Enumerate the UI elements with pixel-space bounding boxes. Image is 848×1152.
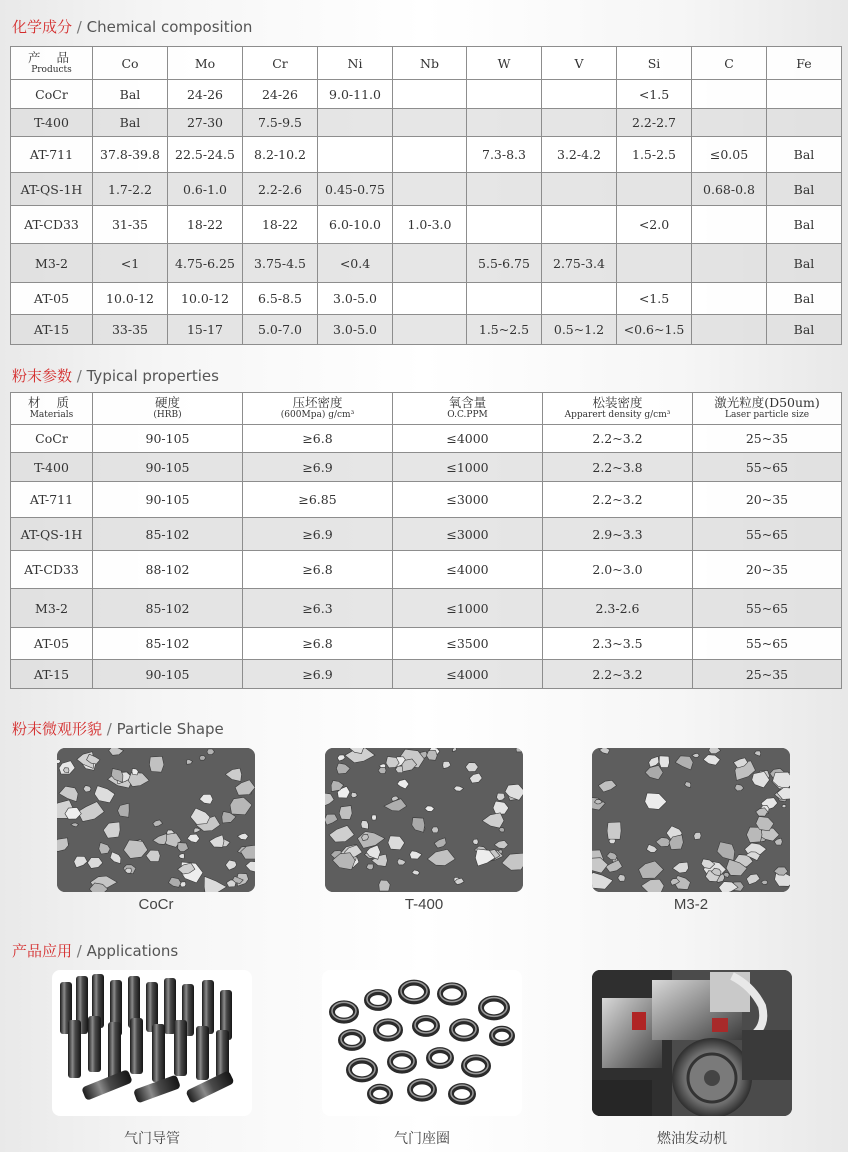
material-name-cell: AT-CD33 [11, 551, 93, 589]
section-title-cn: 粉末参数 [12, 367, 73, 385]
composition-cell [767, 109, 842, 137]
table-row [11, 551, 842, 589]
sem-micrograph-icon [57, 748, 255, 892]
section-title-chemical [12, 16, 252, 37]
composition-cell: Bal [93, 109, 168, 137]
particle-caption: CoCr [138, 896, 174, 913]
composition-cell: 4.75-6.25 [168, 244, 243, 283]
composition-cell: Bal [767, 283, 842, 315]
properties-header-cell [693, 393, 842, 425]
header-cn: 产 品 [28, 49, 75, 65]
property-cell: 85-102 [93, 589, 243, 628]
material-name-cell: CoCr [11, 425, 93, 453]
composition-cell: 22.5-24.5 [168, 137, 243, 173]
property-cell: 2.0~3.0 [543, 551, 693, 589]
composition-cell [393, 137, 467, 173]
particle-caption: T-400 [404, 896, 444, 913]
material-name-cell: AT-15 [11, 660, 93, 689]
property-cell: ≥6.9 [243, 660, 393, 689]
property-cell: ≤4000 [393, 425, 543, 453]
valve-seat-rings-photo [322, 970, 522, 1116]
table-row [11, 589, 842, 628]
composition-cell [542, 109, 617, 137]
header-en: Products [31, 64, 72, 75]
composition-cell: 10.0-12 [93, 283, 168, 315]
header-element-c: C [692, 47, 767, 80]
composition-cell [542, 206, 617, 244]
valve-guides-photo [52, 970, 252, 1116]
property-cell: 25~35 [693, 425, 842, 453]
sem-micrograph-m32 [592, 748, 790, 892]
composition-cell [467, 206, 542, 244]
composition-cell: 37.8-39.8 [93, 137, 168, 173]
sem-micrograph-cocr [57, 748, 255, 892]
composition-cell [692, 109, 767, 137]
application-caption: 燃油发动机 [657, 1131, 727, 1147]
table-row [11, 109, 842, 137]
composition-cell: <0.4 [318, 244, 393, 283]
property-cell: ≤4000 [393, 660, 543, 689]
composition-cell [692, 283, 767, 315]
section-title-applications [12, 940, 178, 961]
properties-header-cell [243, 393, 393, 425]
composition-cell [393, 283, 467, 315]
section-title-separator: / [72, 942, 87, 960]
header-en: Laser particle size [724, 410, 810, 420]
product-name-cell: AT-CD33 [11, 206, 93, 244]
particle-caption: M3-2 [673, 896, 709, 913]
composition-cell: 10.0-12 [168, 283, 243, 315]
section-title-en: Chemical composition [86, 18, 253, 36]
fuel-engine-icon [592, 970, 792, 1116]
composition-cell: <0.6~1.5 [617, 315, 692, 345]
table-row [11, 283, 842, 315]
fuel-engine-photo [592, 970, 792, 1116]
composition-cell: 8.2-10.2 [243, 137, 318, 173]
property-cell: 20~35 [693, 482, 842, 518]
property-cell: 2.3~3.5 [543, 628, 693, 660]
composition-cell: 27-30 [168, 109, 243, 137]
composition-cell [542, 283, 617, 315]
composition-cell [467, 283, 542, 315]
composition-cell: 0.45-0.75 [318, 173, 393, 206]
header-element-si: Si [617, 47, 692, 80]
property-cell: 55~65 [693, 453, 842, 482]
table-row [11, 628, 842, 660]
composition-cell: 5.5-6.75 [467, 244, 542, 283]
composition-cell [692, 206, 767, 244]
product-name-cell: AT-15 [11, 315, 93, 345]
composition-cell [692, 315, 767, 345]
header-cn: 硬度 [154, 395, 180, 410]
header-en: (600Mpa) g/cm³ [280, 410, 355, 420]
composition-cell: 0.68-0.8 [692, 173, 767, 206]
composition-cell: 31-35 [93, 206, 168, 244]
composition-cell: 33-35 [93, 315, 168, 345]
composition-cell: <1 [93, 244, 168, 283]
property-cell: ≤3000 [393, 518, 543, 551]
header-element-fe: Fe [767, 47, 842, 80]
composition-cell [318, 137, 393, 173]
composition-cell: 3.75-4.5 [243, 244, 318, 283]
composition-cell [467, 109, 542, 137]
application-caption: 气门座圈 [394, 1131, 450, 1147]
table-header-row [11, 47, 842, 80]
header-products [11, 47, 93, 80]
property-cell: ≥6.9 [243, 453, 393, 482]
header-cn: 激光粒度(D50um) [714, 395, 820, 410]
table-row [11, 453, 842, 482]
property-cell: ≥6.9 [243, 518, 393, 551]
header-element-v: V [542, 47, 617, 80]
property-cell: 2.2~3.2 [543, 660, 693, 689]
property-cell: ≤3500 [393, 628, 543, 660]
product-name-cell: M3-2 [11, 244, 93, 283]
header-element-mo: Mo [168, 47, 243, 80]
composition-cell: 3.0-5.0 [318, 315, 393, 345]
composition-cell: 2.2-2.6 [243, 173, 318, 206]
composition-cell: 5.0-7.0 [243, 315, 318, 345]
composition-cell: 9.0-11.0 [318, 80, 393, 109]
composition-cell [767, 80, 842, 109]
composition-cell [617, 173, 692, 206]
composition-cell: <1.5 [617, 283, 692, 315]
composition-cell: 18-22 [243, 206, 318, 244]
properties-header-cell [93, 393, 243, 425]
composition-cell: Bal [93, 80, 168, 109]
composition-cell: Bal [767, 206, 842, 244]
composition-cell [393, 173, 467, 206]
sem-micrograph-icon [592, 748, 790, 892]
table-row [11, 482, 842, 518]
composition-cell: Bal [767, 173, 842, 206]
property-cell: 90-105 [93, 482, 243, 518]
property-cell: 2.3-2.6 [543, 589, 693, 628]
property-cell: 2.2~3.2 [543, 425, 693, 453]
material-name-cell: AT-711 [11, 482, 93, 518]
product-name-cell: AT-05 [11, 283, 93, 315]
table-row [11, 425, 842, 453]
header-element-w: W [467, 47, 542, 80]
composition-cell [393, 109, 467, 137]
composition-cell: 0.5~1.2 [542, 315, 617, 345]
property-cell: 85-102 [93, 628, 243, 660]
table-header-row [11, 393, 842, 425]
header-element-cr: Cr [243, 47, 318, 80]
composition-cell: 18-22 [168, 206, 243, 244]
header-cn: 松装密度 [592, 395, 643, 410]
composition-cell: 6.0-10.0 [318, 206, 393, 244]
composition-cell: 7.5-9.5 [243, 109, 318, 137]
sem-micrograph-t400 [325, 748, 523, 892]
composition-cell: 7.3-8.3 [467, 137, 542, 173]
sem-micrograph-icon [325, 748, 523, 892]
property-cell: ≥6.3 [243, 589, 393, 628]
properties-header-cell [11, 393, 93, 425]
property-cell: 2.9~3.3 [543, 518, 693, 551]
table-row [11, 660, 842, 689]
header-en: O.C.PPM [447, 410, 488, 420]
composition-cell [692, 80, 767, 109]
table-row [11, 518, 842, 551]
property-cell: ≥6.8 [243, 551, 393, 589]
property-cell: ≤1000 [393, 589, 543, 628]
composition-cell [542, 80, 617, 109]
property-cell: 2.2~3.2 [543, 482, 693, 518]
composition-cell [692, 244, 767, 283]
composition-cell [393, 80, 467, 109]
composition-cell [318, 109, 393, 137]
property-cell: ≤4000 [393, 551, 543, 589]
table-row [11, 206, 842, 244]
composition-cell [393, 315, 467, 345]
property-cell: ≤3000 [393, 482, 543, 518]
properties-header-cell [393, 393, 543, 425]
property-cell: 2.2~3.8 [543, 453, 693, 482]
composition-cell: 24-26 [168, 80, 243, 109]
table-row [11, 80, 842, 109]
section-title-cn: 产品应用 [12, 942, 73, 960]
property-cell: ≥6.8 [243, 628, 393, 660]
composition-cell: 3.2-4.2 [542, 137, 617, 173]
property-cell: ≥6.85 [243, 482, 393, 518]
composition-cell [542, 173, 617, 206]
material-name-cell: AT-05 [11, 628, 93, 660]
product-name-cell: T-400 [11, 109, 93, 137]
composition-cell [467, 173, 542, 206]
composition-cell: 1.5-2.5 [617, 137, 692, 173]
composition-cell [393, 244, 467, 283]
property-cell: 55~65 [693, 518, 842, 551]
valve-guides-icon [52, 970, 252, 1116]
header-cn: 材 质 [28, 395, 75, 410]
header-element-nb: Nb [393, 47, 467, 80]
section-title-en: Typical properties [86, 367, 219, 385]
material-name-cell: AT-QS-1H [11, 518, 93, 551]
property-cell: 55~65 [693, 628, 842, 660]
section-title-separator: / [102, 720, 117, 738]
section-title-en: Particle Shape [116, 720, 224, 738]
composition-cell: 1.5~2.5 [467, 315, 542, 345]
composition-cell: Bal [767, 137, 842, 173]
product-name-cell: CoCr [11, 80, 93, 109]
header-en: Apparert density g/cm³ [564, 410, 671, 420]
composition-cell: 24-26 [243, 80, 318, 109]
property-cell: ≤1000 [393, 453, 543, 482]
property-cell: 20~35 [693, 551, 842, 589]
application-caption: 气门导管 [124, 1131, 180, 1147]
product-name-cell: AT-QS-1H [11, 173, 93, 206]
table-row [11, 244, 842, 283]
material-name-cell: M3-2 [11, 589, 93, 628]
typical-properties-table [10, 392, 842, 689]
property-cell: 90-105 [93, 425, 243, 453]
section-title-separator: / [72, 18, 87, 36]
composition-cell [467, 80, 542, 109]
section-title-particle-shape [12, 718, 224, 739]
property-cell: ≥6.8 [243, 425, 393, 453]
property-cell: 55~65 [693, 589, 842, 628]
property-cell: 25~35 [693, 660, 842, 689]
composition-cell: Bal [767, 244, 842, 283]
composition-cell [617, 244, 692, 283]
section-title-cn: 化学成分 [12, 18, 73, 36]
valve-seat-rings-icon [322, 970, 522, 1116]
composition-cell: <2.0 [617, 206, 692, 244]
property-cell: 85-102 [93, 518, 243, 551]
header-element-co: Co [93, 47, 168, 80]
table-row [11, 137, 842, 173]
header-en: (HRB) [153, 410, 182, 420]
header-en: Materials [29, 410, 74, 420]
chemical-composition-table [10, 46, 842, 345]
section-title-en: Applications [86, 942, 179, 960]
composition-cell: 6.5-8.5 [243, 283, 318, 315]
composition-cell: 2.75-3.4 [542, 244, 617, 283]
product-name-cell: AT-711 [11, 137, 93, 173]
composition-cell: Bal [767, 315, 842, 345]
table-row [11, 315, 842, 345]
property-cell: 90-105 [93, 453, 243, 482]
composition-cell: <1.5 [617, 80, 692, 109]
property-cell: 90-105 [93, 660, 243, 689]
section-title-properties [12, 365, 219, 386]
material-name-cell: T-400 [11, 453, 93, 482]
composition-cell: 3.0-5.0 [318, 283, 393, 315]
header-cn: 压坯密度 [292, 395, 343, 410]
properties-header-cell [543, 393, 693, 425]
composition-cell: 1.0-3.0 [393, 206, 467, 244]
property-cell: 88-102 [93, 551, 243, 589]
composition-cell: ≤0.05 [692, 137, 767, 173]
table-row [11, 173, 842, 206]
header-element-ni: Ni [318, 47, 393, 80]
section-title-cn: 粉末微观形貌 [12, 720, 103, 738]
header-cn: 氧含量 [448, 395, 487, 410]
composition-cell: 0.6-1.0 [168, 173, 243, 206]
composition-cell: 1.7-2.2 [93, 173, 168, 206]
composition-cell: 2.2-2.7 [617, 109, 692, 137]
section-title-separator: / [72, 367, 87, 385]
composition-cell: 15-17 [168, 315, 243, 345]
